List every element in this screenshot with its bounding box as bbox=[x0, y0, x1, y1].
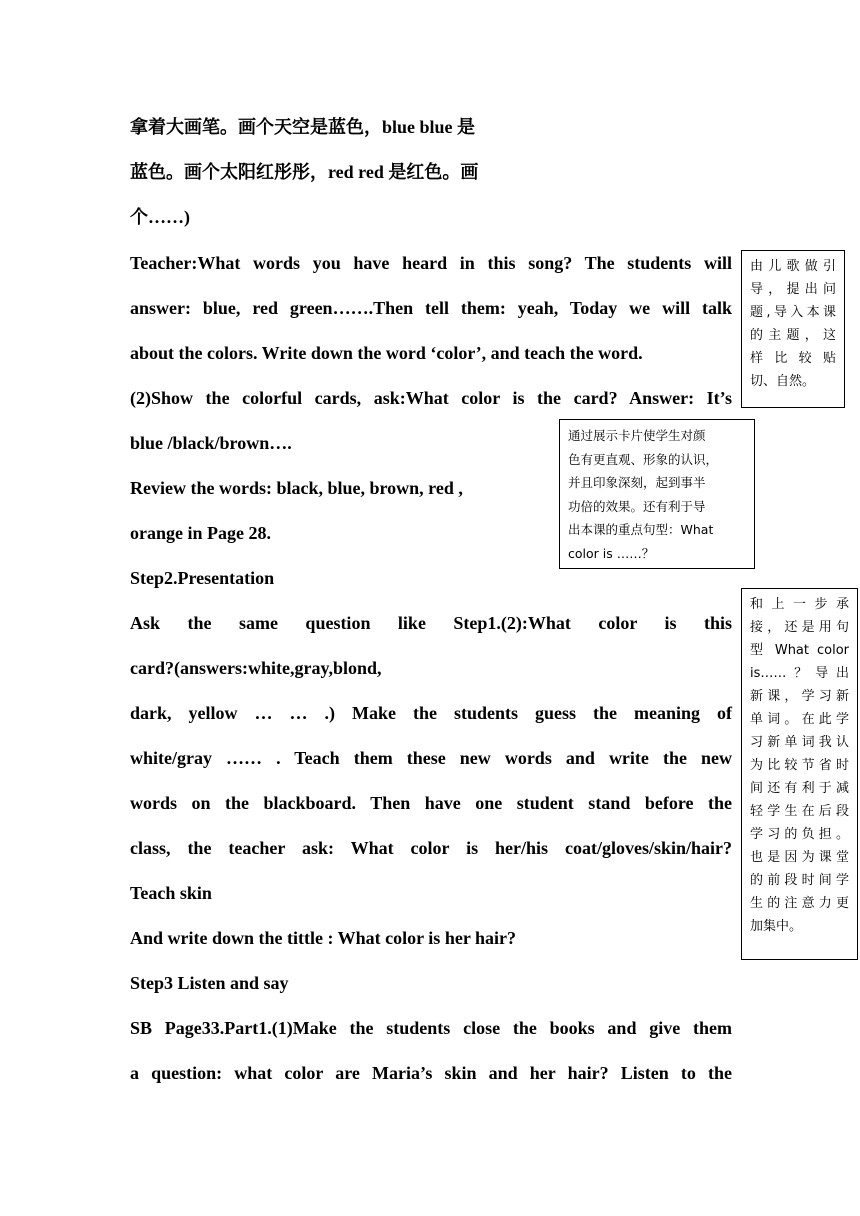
note-line: 切、自然。 bbox=[750, 374, 816, 389]
note-line: 也是因为课堂 bbox=[750, 850, 849, 865]
note-line: 加集中。 bbox=[750, 919, 803, 934]
body-line-14: dark, yellow … … .) Make the students guess the meaning of bbox=[130, 703, 732, 723]
body-line-22: a question: what color are Maria’s skin and her hair? Listen to the bbox=[130, 1063, 732, 1083]
note-line: 新课，学习新 bbox=[750, 689, 849, 704]
body-line-8: blue /black/brown…. bbox=[130, 433, 292, 453]
note-line: 和上一步承 bbox=[750, 597, 849, 612]
note-line: color is ……？ bbox=[568, 545, 655, 561]
note-line: 色有更直观、形象的认识， bbox=[568, 451, 719, 467]
note-line: 并且印象深刻，起到事半 bbox=[568, 475, 706, 490]
body-line-5: answer: blue, red green…….Then tell them: yeah, Today we will talk bbox=[130, 298, 732, 318]
margin-note-cards bbox=[559, 419, 755, 569]
note-line: 型 What color bbox=[750, 643, 849, 658]
note-line: 功倍的效果。还有利于导 bbox=[568, 498, 706, 514]
note-line: 单词。在此学 bbox=[750, 712, 849, 727]
body-line-3: 个……) bbox=[130, 207, 190, 227]
note-line: 导，提出问 bbox=[750, 282, 836, 297]
body-line-6: about the colors. Write down the word ‘color’, and teach the word. bbox=[130, 343, 643, 363]
body-line-17: class, the teacher ask: What color is her/his coat/gloves/skin/hair? bbox=[130, 838, 732, 858]
section-heading-step2: Step2.Presentation bbox=[130, 568, 275, 588]
body-line-12: Ask the same question like Step1.(2):What color is this bbox=[130, 613, 732, 633]
note-line: 样比较贴 bbox=[750, 351, 836, 366]
note-line: 学习的负担。 bbox=[750, 827, 849, 842]
body-line-18: Teach skin bbox=[130, 883, 212, 903]
margin-note-new-words bbox=[741, 588, 858, 960]
note-line: 生的注意力更 bbox=[750, 896, 849, 911]
margin-note-song bbox=[741, 250, 845, 408]
section-heading-step3: Step3 Listen and say bbox=[130, 973, 289, 993]
body-line-2: 蓝色。画个太阳红彤彤，red red 是红色。画 bbox=[130, 162, 479, 182]
body-line-10: orange in Page 28. bbox=[130, 523, 271, 543]
note-line: 题,导入本课 bbox=[750, 305, 836, 320]
body-line-9: Review the words: black, blue, brown, red , bbox=[130, 478, 463, 498]
note-line: 通过展示卡片使学生对颜 bbox=[568, 428, 706, 443]
body-line-21: SB Page33.Part1.(1)Make the students close the books and give them bbox=[130, 1018, 732, 1038]
body-line-19: And write down the tittle : What color is her hair? bbox=[130, 928, 516, 948]
note-line: 轻学生在后段 bbox=[750, 804, 849, 819]
body-line-1: 拿着大画笔。画个天空是蓝色，blue blue 是 bbox=[130, 117, 476, 137]
note-line: 接，还是用句 bbox=[750, 620, 849, 635]
note-line: 为比较节省时 bbox=[750, 758, 849, 773]
note-line: 的前段时间学 bbox=[750, 873, 849, 888]
note-line: 由儿歌做引 bbox=[750, 259, 836, 274]
note-line: 习新单词我认 bbox=[750, 735, 849, 750]
note-line: 出本课的重点句型：What bbox=[568, 522, 714, 537]
body-line-7: (2)Show the colorful cards, ask:What color is the card? Answer: It’s bbox=[130, 388, 732, 408]
note-line: is……？导出 bbox=[750, 666, 849, 681]
body-line-13: card?(answers:white,gray,blond, bbox=[130, 658, 382, 678]
note-line: 间还有利于减 bbox=[750, 781, 849, 796]
body-line-16: words on the blackboard. Then have one student stand before the bbox=[130, 793, 732, 813]
body-line-4: Teacher:What words you have heard in this song? The students will bbox=[130, 253, 732, 273]
body-line-15: white/gray …… . Teach them these new words and write the new bbox=[130, 748, 732, 768]
note-line: 的主题，这 bbox=[750, 328, 836, 343]
